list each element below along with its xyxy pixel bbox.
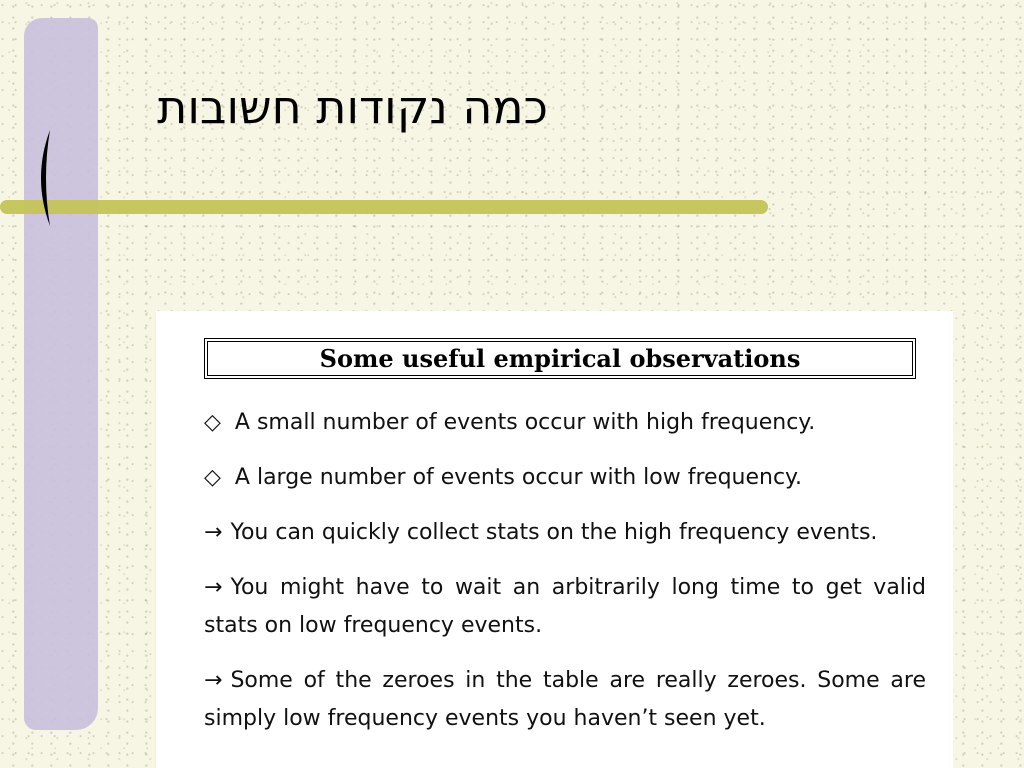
arrow-right-icon: → [204,575,223,600]
panel-heading-box [204,338,916,379]
diamond-icon: ◇ [204,465,221,490]
list-item [204,514,926,552]
slide-title: כמה נקודות חשובות [157,80,548,134]
list-item-text: A small number of events occur with high frequency. [234,410,816,435]
list-item [204,404,926,442]
arrow-right-icon: → [204,668,223,693]
list-item-text: Some of the zeroes in the table are really zeroes. Some are simply low frequency events you haven’t seen yet. [204,668,926,731]
panel-heading: Some useful empirical observations [207,341,913,376]
diamond-icon: ◇ [204,410,221,435]
list-item-text: You might have to wait an arbitrarily long time to get valid stats on low frequency events. [204,575,926,638]
content-panel [156,311,953,768]
decorative-green-line [0,200,768,214]
list-item [204,569,926,645]
list-item-text: You can quickly collect stats on the high frequency events. [230,520,878,545]
bracket-icon [30,128,60,228]
arrow-right-icon: → [204,520,223,545]
list-item-text: A large number of events occur with low frequency. [234,465,802,490]
list-item [204,662,926,738]
list-item [204,459,926,497]
